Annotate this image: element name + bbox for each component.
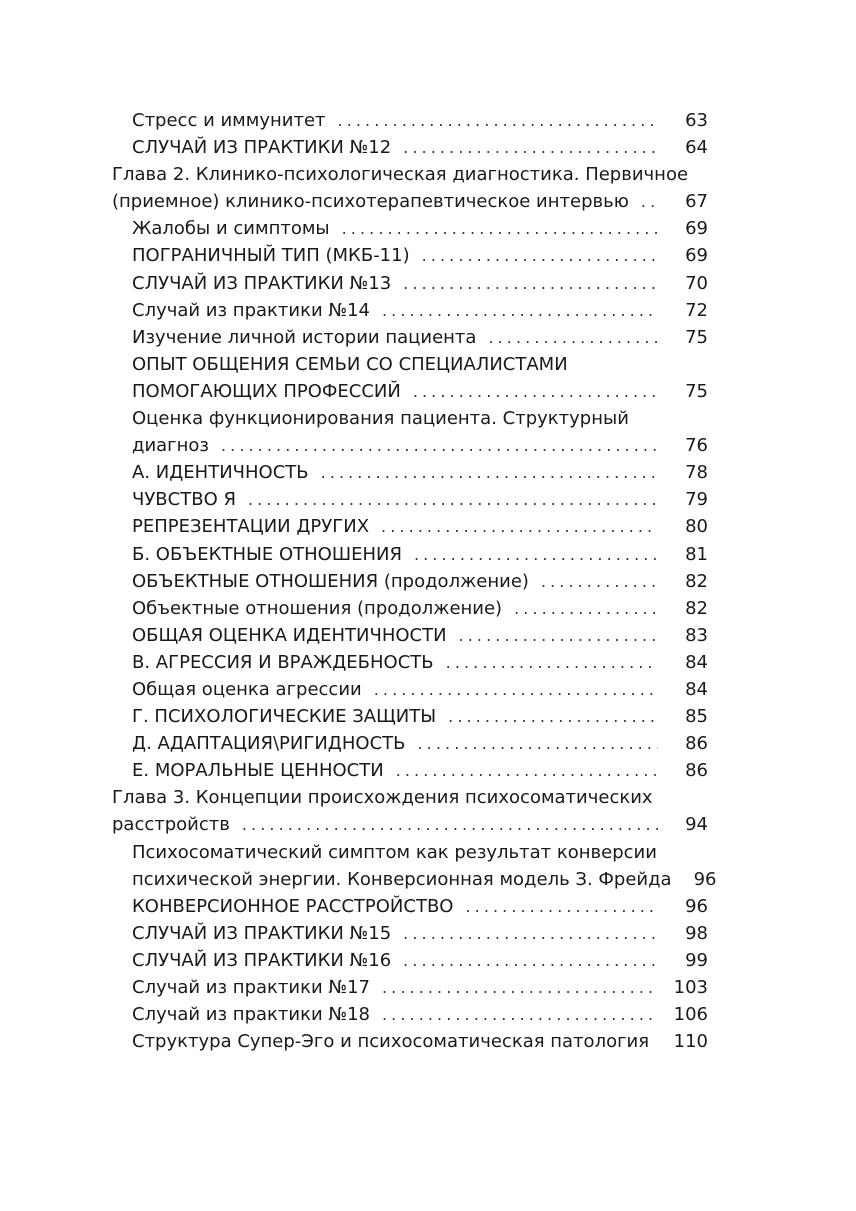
toc-entry-title-line: Общая оценка агрессии — [132, 678, 362, 700]
dot-leader — [446, 649, 658, 676]
toc-entry[interactable] — [112, 405, 708, 459]
dot-leader — [422, 242, 658, 269]
toc-page-number: 106 — [673, 1004, 708, 1026]
toc-entry[interactable] — [112, 161, 708, 215]
toc-page-number: 94 — [685, 814, 708, 836]
toc-entry-title-line: Глава 2. Клинико-психологическая диагностика. Первичное — [112, 164, 689, 186]
toc-entry-title-line: ОПЫТ ОБЩЕНИЯ СЕМЬИ СО СПЕЦИАЛИСТАМИ — [132, 353, 568, 375]
toc-entry-title-line: ПОГРАНИЧНЫЙ ТИП (МКБ-11) — [132, 245, 410, 267]
dot-leader — [541, 568, 658, 595]
toc-entry[interactable] — [112, 242, 708, 269]
toc-entry-title-line: Случай из практики №17 — [132, 977, 370, 998]
toc-entry-title-line: В. АГРЕССИЯ И ВРАЖДЕБНОСТЬ — [132, 651, 434, 673]
toc-page-number: 81 — [685, 543, 708, 565]
toc-page-number: 76 — [685, 435, 708, 457]
toc-entry[interactable] — [112, 893, 708, 920]
toc-entry[interactable] — [112, 649, 708, 676]
toc-page-number: 82 — [685, 597, 708, 619]
toc-entry[interactable] — [112, 1028, 708, 1055]
dot-leader — [488, 324, 658, 351]
toc-page-number: 84 — [685, 678, 708, 700]
toc-entry[interactable] — [112, 459, 708, 486]
dot-leader — [342, 215, 658, 242]
dot-leader — [414, 541, 658, 568]
toc-entry[interactable] — [112, 270, 708, 297]
toc-entry-title-line: Б. ОБЪЕКТНЫЕ ОТНОШЕНИЯ — [132, 543, 402, 565]
toc-entry[interactable] — [112, 703, 708, 730]
dot-leader — [403, 134, 658, 161]
toc-entry-title-line: Г. ПСИХОЛОГИЧЕСКИЕ ЗАЩИТЫ — [132, 706, 437, 728]
dot-leader — [403, 270, 658, 297]
dot-leader — [465, 893, 658, 920]
dot-leader — [381, 513, 658, 540]
toc-page-number: 98 — [685, 922, 708, 944]
toc-page-number: 96 — [685, 895, 708, 917]
toc-page-number: 103 — [673, 977, 708, 998]
dot-leader — [514, 595, 658, 622]
dot-leader — [403, 920, 658, 947]
toc-entry[interactable] — [112, 784, 708, 838]
table-of-contents — [112, 107, 717, 1055]
toc-entry[interactable] — [112, 541, 708, 568]
toc-entry-title-line: Оценка функционирования пациента. Структурный — [132, 408, 629, 430]
toc-entry[interactable] — [112, 134, 708, 161]
toc-entry[interactable] — [112, 1001, 708, 1028]
toc-entry[interactable] — [112, 486, 708, 513]
toc-page-number: 69 — [685, 218, 708, 240]
toc-page-number: 83 — [685, 624, 708, 646]
toc-entry[interactable] — [112, 730, 708, 757]
toc-page-number: 110 — [673, 1031, 708, 1053]
toc-page-number: 67 — [685, 191, 708, 213]
toc-entry-title-line: СЛУЧАЙ ИЗ ПРАКТИКИ №12 — [132, 137, 392, 159]
toc-page-number: 86 — [685, 733, 708, 755]
toc-page-number: 96 — [693, 868, 717, 890]
toc-page-number: 70 — [685, 272, 708, 294]
toc-page-number: 78 — [685, 462, 708, 484]
toc-entry-title-line: Е. МОРАЛЬНЫЕ ЦЕННОСТИ — [132, 760, 384, 782]
toc-entry-title-line: СЛУЧАЙ ИЗ ПРАКТИКИ №16 — [132, 949, 392, 971]
toc-entry-title-line: диагноз — [132, 435, 209, 457]
dot-leader — [403, 947, 658, 974]
toc-page-number: 86 — [685, 760, 708, 782]
dot-leader — [221, 432, 658, 459]
toc-page-number: 99 — [685, 949, 708, 971]
toc-entry-title-line: ЧУВСТВО Я — [132, 489, 236, 511]
toc-page-number: 80 — [685, 516, 708, 538]
dot-leader — [448, 703, 658, 730]
toc-entry[interactable] — [112, 757, 708, 784]
toc-entry[interactable] — [112, 974, 708, 1001]
dot-leader — [248, 486, 658, 513]
toc-page-number: 63 — [685, 110, 708, 131]
dot-leader — [374, 676, 658, 703]
toc-entry-title-line: КОНВЕРСИОННОЕ РАССТРОЙСТВО — [132, 895, 454, 917]
toc-page-number: 79 — [685, 489, 708, 511]
toc-entry-title-line: РЕПРЕЗЕНТАЦИИ ДРУГИХ — [132, 516, 370, 538]
toc-page-number: 69 — [685, 245, 708, 267]
dot-leader — [641, 188, 658, 215]
toc-entry-title-line: Случай из практики №18 — [132, 1004, 370, 1026]
toc-page-number: 75 — [685, 380, 708, 402]
toc-entry-title-line: Жалобы и симптомы — [132, 218, 330, 240]
toc-entry-title-line: А. ИДЕНТИЧНОСТЬ — [132, 462, 309, 484]
toc-entry-title-line: ОБЪЕКТНЫЕ ОТНОШЕНИЯ (продолжение) — [132, 570, 529, 592]
toc-entry-title-line: СЛУЧАЙ ИЗ ПРАКТИКИ №15 — [132, 922, 392, 944]
toc-entry[interactable] — [112, 595, 708, 622]
dot-leader — [382, 974, 658, 1001]
toc-entry-title-line: Стресс и иммунитет — [132, 110, 326, 131]
toc-entry[interactable] — [112, 622, 708, 649]
toc-page-number: 75 — [685, 326, 708, 348]
toc-entry[interactable] — [112, 513, 708, 540]
toc-page-number: 64 — [685, 137, 708, 159]
toc-entry[interactable] — [112, 947, 708, 974]
toc-entry-title-line: Изучение личной истории пациента — [132, 326, 477, 348]
toc-entry[interactable] — [112, 215, 708, 242]
toc-page-number: 72 — [685, 299, 708, 321]
dot-leader — [382, 297, 658, 324]
toc-entry-title-line: психической энергии. Конверсионная модель З. Фрейда — [132, 868, 672, 890]
toc-entry-title-line: Структура Супер-Эго и психосоматическая патология — [132, 1031, 650, 1053]
toc-page-number: 82 — [685, 570, 708, 592]
dot-leader — [396, 757, 658, 784]
toc-entry[interactable] — [112, 920, 708, 947]
toc-entry[interactable] — [112, 839, 717, 893]
toc-page-number: 84 — [685, 651, 708, 673]
toc-page-number: 85 — [685, 706, 708, 728]
toc-entry[interactable] — [112, 324, 708, 351]
toc-entry[interactable] — [112, 676, 708, 703]
toc-entry-title-line: ПОМОГАЮЩИХ ПРОФЕССИЙ — [132, 380, 401, 402]
toc-entry-title-line: СЛУЧАЙ ИЗ ПРАКТИКИ №13 — [132, 272, 392, 294]
toc-entry-title-line: Глава 3. Концепции происхождения психосоматических — [112, 787, 653, 809]
toc-entry-title-line: Случай из практики №14 — [132, 299, 370, 321]
toc-entry[interactable] — [112, 351, 708, 405]
dot-leader — [338, 107, 658, 134]
toc-entry-title-line: (приемное) клинико-психотерапевтическое интервью — [112, 191, 629, 213]
toc-entry[interactable] — [112, 568, 708, 595]
toc-entry[interactable] — [112, 107, 708, 134]
dot-leader — [382, 1001, 658, 1028]
toc-entry-title-line: Психосоматический симптом как результат конверсии — [132, 841, 657, 863]
dot-leader — [413, 378, 658, 405]
dot-leader — [242, 811, 658, 838]
dot-leader — [459, 622, 658, 649]
toc-entry[interactable] — [112, 297, 708, 324]
toc-entry-title-line: расстройств — [112, 814, 230, 836]
toc-entry-title-line: ОБЩАЯ ОЦЕНКА ИДЕНТИЧНОСТИ — [132, 624, 447, 646]
toc-entry-title-line: Д. АДАПТАЦИЯ\РИГИДНОСТЬ — [132, 733, 406, 755]
toc-entry-title-line: Объектные отношения (продолжение) — [132, 597, 503, 619]
dot-leader — [321, 459, 658, 486]
dot-leader — [418, 730, 659, 757]
